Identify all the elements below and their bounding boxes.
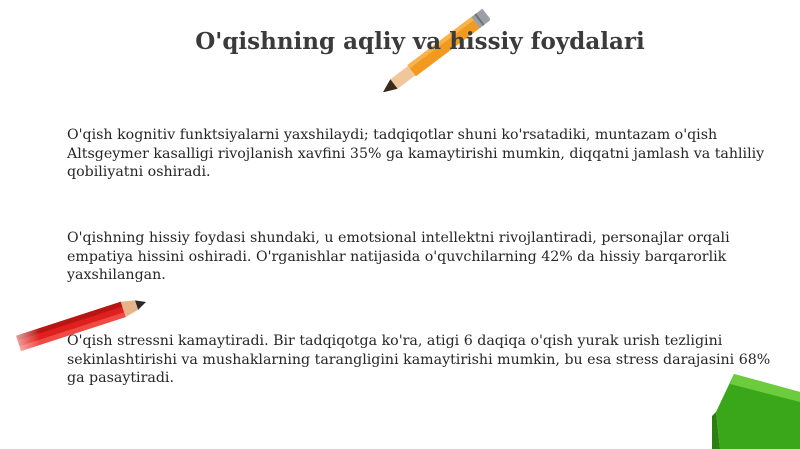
paragraph-emotional: O'qishning hissiy foydasi shundaki, u emotsional intellektni rivojlantiradi, personajlar orqali empatiya hissini oshiradi. O'rganishlar natijasida o'quvchilarning 42% da hissiy barqarorlik yaxshilangan. [67,230,730,283]
slide-title: O'qishning aqliy va hissiy foydalari [195,28,645,55]
paragraph-stress: O'qish stressni kamaytiradi. Bir tadqiqotga ko'ra, atigi 6 daqiqa o'qish yurak urish tezligini sekinlashtirishi va mushaklarning tarangligini kamaytirishi mumkin, bu esa stress darajasini 68% ga pasaytiradi. [67,333,771,386]
paragraph-cognitive: O'qish kognitiv funktsiyalarni yaxshilaydi; tadqiqotlar shuni ko'rsatadiki, muntazam o'qish Altsgeymer kasalligi rivojlanish xavfini 35% ga kamaytirishi mumkin, diqqatni jamlash va tahliliy qobiliyatni oshiradi. [67,127,765,180]
